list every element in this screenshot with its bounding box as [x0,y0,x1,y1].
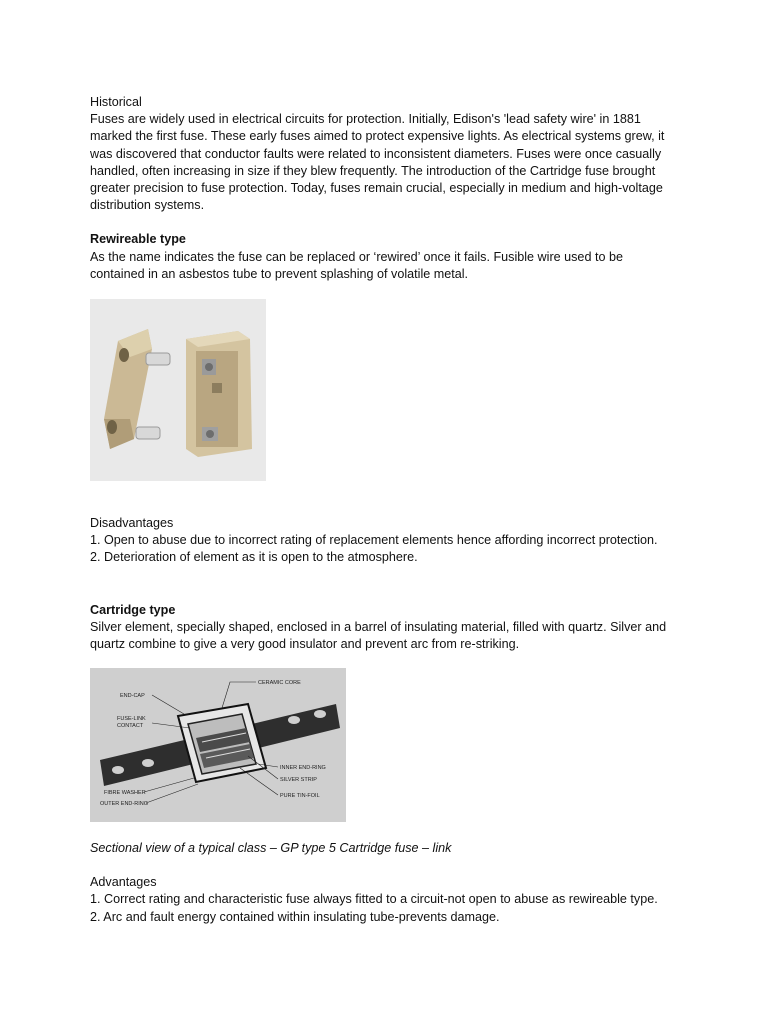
historical-line: handled, often increasing in size if they blew frequently. The introduction of the Cartridge fuse brought [90,163,656,178]
advantage-item: 1. Correct rating and characteristic fuse always fitted to a circuit-not open to abuse as rewireable type. [90,892,658,907]
historical-line: was discovered that conductor faults were related to inconsistent diameters. Fuses were once casually [90,146,662,161]
cartridge-line: quartz combine to give a very good insulator and prevent arc from re-striking. [90,637,520,652]
advantage-item: 2. Arc and fault energy contained within insulating tube-prevents damage. [90,909,500,924]
cartridge-line: Silver element, specially shaped, enclosed in a barrel of insulating material, filled with quartz. Silver and [90,619,667,634]
rewireable-heading: Rewireable type [90,232,186,247]
advantages-heading: Advantages [90,875,157,890]
label-silver-strip: SILVER STRIP [280,777,317,783]
historical-line: marked the first fuse. These early fuses aimed to protect expensive lights. As electrical systems grew, it [90,129,665,144]
label-inner-end-ring: INNER END-RING [280,765,326,771]
label-pure-tin-foil: PURE TIN-FOIL [280,793,320,799]
historical-line: distribution systems. [90,198,205,213]
label-end-cap: END-CAP [120,693,145,699]
cartridge-heading: Cartridge type [90,602,176,617]
label-ceramic-core: CERAMIC CORE [258,680,301,686]
historical-heading: Historical [90,95,142,109]
historical-line: greater precision to fuse protection. Today, fuses remain crucial, especially in medium and high-voltage [90,181,663,196]
cartridge-fuse-diagram [90,668,346,822]
rewireable-line: As the name indicates the fuse can be replaced or ‘rewired’ once it fails. Fusible wire used to be [90,249,623,264]
label-fibre-washer: FIBRE WASHER [104,790,146,796]
disadvantage-item: 2. Deterioration of element as it is open to the atmosphere. [90,550,418,565]
label-fuse-link: FUSE-LINK [117,716,146,722]
rewireable-line: contained in an asbestos tube to prevent splashing of volatile metal. [90,266,469,281]
label-outer-end-ring: OUTER END-RING [100,801,148,807]
disadvantage-item: 1. Open to abuse due to incorrect rating of replacement elements hence affording incorrect protection. [90,533,658,548]
label-contact: CONTACT [117,723,144,729]
historical-line: Fuses are widely used in electrical circuits for protection. Initially, Edison's 'lead safety wire' in 1881 [90,112,641,127]
rewireable-fuse-photo [90,299,266,481]
caption-and-advantages [90,840,730,926]
disadvantages-section [90,515,690,653]
figure-caption: Sectional view of a typical class – GP type 5 Cartridge fuse – link [90,841,452,855]
disadvantages-heading: Disadvantages [90,516,174,530]
document-body [90,94,690,283]
